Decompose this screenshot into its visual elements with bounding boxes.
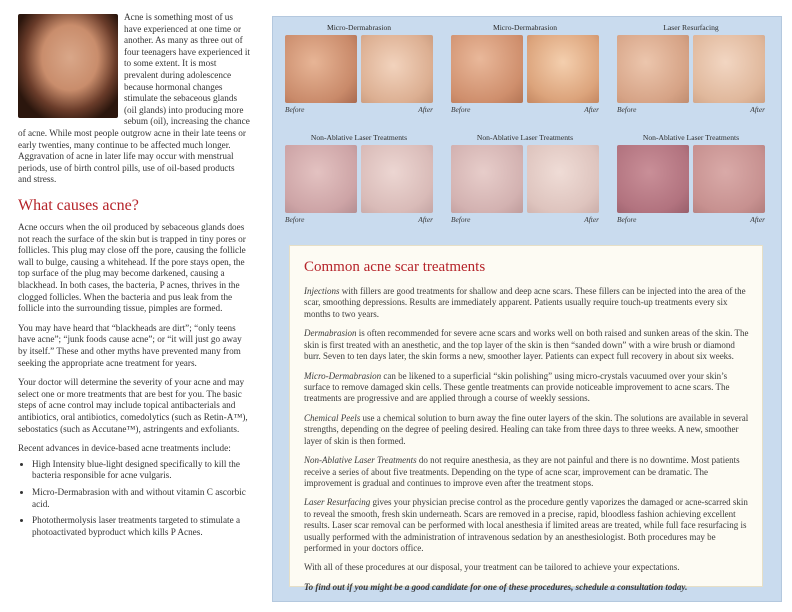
treatment-item [304, 328, 750, 362]
before-after-grid [279, 23, 775, 243]
after-label: After [584, 105, 599, 114]
after-label: After [418, 215, 433, 224]
after-label: After [750, 105, 765, 114]
treatments-panel [272, 16, 782, 602]
portrait-photo [18, 14, 118, 118]
photo-group [611, 23, 771, 114]
photo-group [279, 133, 439, 224]
advances-paragraph: Recent advances in device-based acne treatments include: [18, 443, 231, 454]
before-photo [451, 35, 523, 103]
before-photo [285, 145, 357, 213]
photo-group-title: Micro-Dermabrasion [326, 23, 392, 32]
intro-text: Acne is something most of us have experienced at one time or another. As many as three out of four teenagers have experienced it to some extent. It is most prevalent during adolescence because hormonal changes stimulate the sebaceous glands (oil glands) into producing more sebum (oil), increasing the chance of acne. While most people outgrow acne in their late teens or early twenties, many continue to be affected much longer. Aggravation of acne in later life may occur with menstrual periods, use of birth control pills, use of oil-based products and stress. [18, 12, 251, 185]
photo-group [279, 23, 439, 114]
treatment-paragraph: Your doctor will determine the severity of your acne and may select one or more treatments that are best for you. The basic steps of acne control may include topical antibacterials and antibiotics, oral antibiotics, comedolytics (such as Retin-A™), sebostatics (such as Accutane™), astringents and exfoliants. [18, 377, 248, 434]
after-label: After [750, 215, 765, 224]
myths-paragraph: You may have heard that “blackheads are dirt”; “only teens have acne”; “junk foods cause acne”; or “it will just go away by itself.” These and other myths have prevented many from seeking the appropriate acne treatment for years. [18, 322, 242, 368]
after-photo [527, 145, 599, 213]
closing-text: With all of these procedures at our disposal, your treatment can be tailored to achieve your expectations. [304, 562, 680, 573]
photo-group [611, 133, 771, 224]
before-photo [617, 35, 689, 103]
photo-group-title: Micro-Dermabrasion [492, 23, 558, 32]
photo-group-title: Non-Ablative Laser Treatments [310, 133, 408, 142]
photo-group [445, 133, 605, 224]
treatment-item [304, 497, 750, 554]
photo-group-title: Non-Ablative Laser Treatments [476, 133, 574, 142]
treatment-description: with fillers are good treatments for shallow and deep acne scars. These fillers can be injected into the area of the scar, smoothing depressions. Results are immediately apparent. Patients usually require touch-up treatments every six months to two years. [304, 286, 746, 319]
left-column [18, 12, 250, 543]
treatment-term: Non-Ablative Laser Treatments [304, 455, 417, 466]
after-label: After [584, 215, 599, 224]
treatment-description: is often recommended for severe acne scars and works well on both raised and sunken areas of the skin. The skin is first treated with an anesthetic, and the top layer of the skin is then “sanded down” with a wire brush or diamond burr. Seven to ten days later, the skin forms a new, smoother layer. Patients can expect full recovery in about six weeks. [304, 328, 749, 362]
before-label: Before [451, 105, 471, 114]
causes-paragraph: Acne occurs when the oil produced by sebaceous glands does not reach the surface of the skin but is trapped in tiny pores or follicles. This plug may close off the pore, causing the follicle wall to bulge, causing a whitehead. If the pore stays open, the top surface of the plug may become darkened, causing a blackhead. In both cases, the bacteria, P acnes, thrives in the clogged follicles. When the bacteria and pus leak from the follicle into the surrounding tissue, pimples are formed. [18, 222, 246, 314]
after-photo [361, 145, 433, 213]
photo-group-title: Non-Ablative Laser Treatments [642, 133, 740, 142]
photo-group-title: Laser Resurfacing [663, 23, 719, 32]
after-photo [527, 35, 599, 103]
treatment-item [304, 455, 750, 489]
treatment-item [304, 371, 750, 405]
before-label: Before [285, 215, 305, 224]
before-label: Before [285, 105, 305, 114]
treatment-term: Dermabrasion [304, 328, 357, 339]
after-photo [693, 145, 765, 213]
after-photo [361, 35, 433, 103]
photo-group [445, 23, 605, 114]
before-photo [285, 35, 357, 103]
scar-treatments-box [289, 245, 763, 592]
before-photo [617, 145, 689, 213]
treatment-term: Micro-Dermabrasion [304, 370, 382, 381]
advances-list [18, 459, 250, 539]
list-item: • Photothermolysis laser treatments targeted to stimulate a photoactivated byproduct which kills P Acnes. [32, 515, 250, 538]
before-label: Before [617, 215, 637, 224]
treatment-term: Injections [304, 286, 340, 297]
after-photo [693, 35, 765, 103]
list-item: • High Intensity blue-light designed specifically to kill the bacteria responsible for acne vulgaris. [32, 459, 250, 482]
treatment-description: gives your physician precise control as the procedure gently vaporizes the damaged or acne-scarred skin to reveal the smooth, fresh skin underneath. Scars are removed in a precise, rapid, bloodless fashion achieving excellent results. Laser scar removal can be performed with local anesthesia if limited areas are treated, while full face resurfacing is usually performed with the administration of intravenous sedation by an anesthesiologist. Both procedures may be performed in your doctors office. [304, 497, 748, 554]
list-item: • Micro-Dermabrasion with and without vitamin C ascorbic acid. [32, 487, 250, 510]
treatment-description: do not require anesthesia, as they are not painful and there is no downtime. Most patients receive a series of about five treatments. Depending on the type of acne scar, improvement can be dramatic. The improvement is gradual and continues to improve even after the treatment stops. [304, 455, 740, 488]
treatment-item [304, 413, 750, 447]
treatment-term: Laser Resurfacing [304, 497, 371, 508]
section-heading: What causes acne? [18, 196, 139, 214]
before-label: Before [617, 105, 637, 114]
scar-treatments-heading: Common acne scar treatments [304, 259, 486, 275]
before-label: Before [451, 215, 471, 224]
treatment-description: use a chemical solution to burn away the fine outer layers of the skin. The solutions are available in several strengths, depending on the degree of peeling desired. Healing can take from three days to three weeks. A new, smoother layer of skin is then formed. [304, 412, 749, 446]
after-label: After [418, 105, 433, 114]
treatment-item [304, 286, 750, 320]
treatment-term: Chemical Peels [304, 412, 361, 423]
before-photo [451, 145, 523, 213]
consultation-cta: To find out if you might be a good candidate for one of these procedures, schedule a consultation today. [304, 581, 688, 592]
treatment-description: can be likened to a superficial “skin polishing” using micro-crystals vacuumed over your skin’s surface to remove damaged skin cells. These gentle treatments can provide noticeable improvement to acne scars. The treatments are progressive and are applied through a course of weekly sessions. [304, 370, 730, 404]
